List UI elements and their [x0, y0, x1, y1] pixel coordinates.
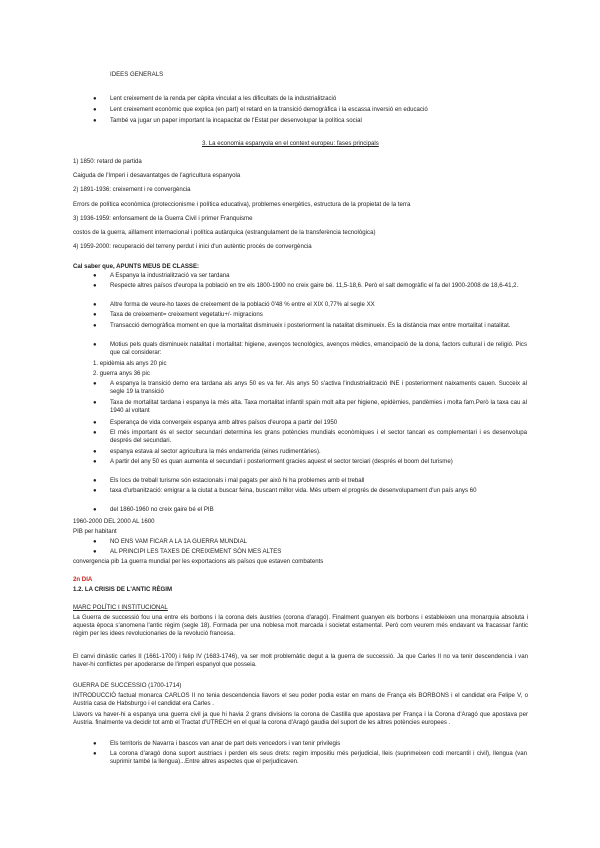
- ideas-header: IDEES GENERALS: [110, 71, 164, 78]
- bullet-dot: ●: [93, 302, 97, 308]
- note-item: taxa d'urbanització: emigrar a la ciutat a buscar feina, buscant millor vida. Més urbem el progrés de desenvolupament d'un país anys 60: [110, 487, 477, 494]
- bullet-dot: ●: [93, 420, 97, 426]
- bullet-dot: ●: [93, 488, 97, 494]
- note-item: A espanya la transició demo era tardana als anys 50 es va fer. Als anys 50 s'activa l'industrialització INE i posteriorment naixaments cauen. Succeix al segle 19 la transició: [110, 380, 527, 395]
- marc-title: MARC POLÍTIC I INSTITUCIONAL: [73, 604, 168, 611]
- pib-line: PIB per habitant: [73, 528, 117, 535]
- note-item: NO ENS VAM FICAR A LA 1A GUERRA MUNDIAL: [110, 538, 248, 545]
- bullet-dot: ●: [93, 118, 97, 124]
- guerra-paragraph: Llavors va haver-hi a espanya una guerra civil ja que hi havia 2 grans divisions la corona de Castilla que apostava per França i la Corona d'Aragó que apostava per Austria. finalmente va decidir tot amb el Tractat d'UTRECH en el qual la corona d'Aragó gaudia del suport de les altres potències europees .: [73, 711, 528, 726]
- bullet-dot: ●: [93, 96, 97, 102]
- phase-desc: costos de la guerra, aïllament internacional i política autàrquica (estrangulament de la transferència tecnològica): [73, 229, 376, 236]
- bullet-dot: ●: [93, 549, 97, 555]
- convergencia-line: convergencia pib 1a guerra mundial per les exportacions als països que estaven combatents: [73, 558, 324, 565]
- phase-desc: Caiguda de l'Imperi i desavantatges de l'agricultura espanyola: [73, 172, 241, 179]
- phase-title: 3) 1936-1959: enfonsament de la Guerra Civil i primer Franquisme: [73, 215, 253, 222]
- note-item: AL PRINCIPI LES TAXES DE CREIXEMENT SÓN MES ALTES: [110, 548, 282, 555]
- bullet-dot: ●: [93, 273, 97, 279]
- idea-item: Lent creixement de la renda per càpita vinculat a les dificultats de la industrialització: [110, 95, 337, 102]
- marc-paragraph: La Guerra de successió fou una entre els borbons i la corona dels àustries (corona d'aragó). Finalment guanyen els borbons i estableixen una monarquia absoluta i aquesta època s'anomena l'antic règim (segle 18). Formada per una noblesa molt marcada i societat estamental. Però com veurem més endavant va fracassar l'antic règim per les idees revolucionaries de la revolució francesa.: [73, 614, 528, 637]
- bullet-dot: ●: [93, 312, 97, 318]
- bullet-dot: ●: [93, 430, 97, 436]
- note-item: Taxa de creixement= creixement vegetatiu+/- migracions: [110, 311, 263, 318]
- bullet-dot: ●: [93, 478, 97, 484]
- note-item: Taxa de mortalitat tardana i espanya la més alta. Taxa mortalitat infantil spain molt alta per higiene, epidèmies, pandèmies i molta fam.Però la taxa cau al 1940 al voltant: [110, 399, 527, 414]
- note-item: Motius pels quals disminueix natalitat i mortalitat: higiene, avenços tecnològics, avenços mèdics, emancipació de la dona, factors cultural i de religió. Pics que cal considerar:: [110, 341, 527, 356]
- note-item: A Espanya la industrialització va ser tardana: [110, 272, 230, 279]
- phase-title: 4) 1959-2000: recuperació del terreny perdut i inici d'un autèntic procés de convergència: [73, 243, 312, 250]
- bullet-dot: ●: [93, 507, 97, 513]
- dia-label: 2n DIA: [73, 576, 93, 583]
- section-3-title: 3. La economia espanyola en el context europeu: fases principals: [202, 140, 379, 147]
- numbered-item: 2. guerra anys 36 pic: [93, 370, 150, 377]
- guerra-title: GUERRA DE SUCCESSIO (1700-1714): [73, 682, 182, 689]
- note-item: A partir del any 50 es quan aumenta el secundari i posteriorment gracies aquest el sector terciari (després el boom del turisme): [110, 458, 453, 465]
- idea-item: També va jugar un paper important la incapacitat de l'Estat per desenvolupar la política social: [110, 117, 362, 124]
- marc-paragraph: El canvi dinàstic carles II (1661-1700) i felip IV (1683-1746), va ser molt problemàtic degut a la guerra de successió. Ja que Carles II no va tenir descendencia i van haver-hi conflictes per apoderarse de l'imperi espanyol que posseia.: [73, 653, 528, 668]
- bullet-dot: ●: [93, 283, 97, 289]
- note-item: Respecte altres països d'europa la població en tre els 1800-1900 no creix gaire bé. 11,5-18,6. Però el salt demogràfic el fa del 1900-2008 de 18,6-41,2.: [110, 282, 519, 289]
- phase-desc: Errors de política econòmica (proteccionisme i política educativa), problemes energètics, estructura de la propietat de la terra: [73, 201, 411, 208]
- section-1-2-title: 1.2. LA CRISIS DE L'ANTIC RÈGIM: [73, 586, 173, 593]
- bullet-dot: ●: [93, 107, 97, 113]
- numbered-item: 1. epidèmia als anys 20 pic: [93, 360, 167, 367]
- bullet-dot: ●: [93, 381, 97, 387]
- bullet-dot: ●: [93, 751, 97, 757]
- note-item: Altre forma de veure-ho taxes de creixement de la població 0'48 % entre el XIX 0,77% al segle XX: [110, 301, 375, 308]
- bullet-dot: ●: [93, 459, 97, 465]
- note-item: Els territoris de Navarra i bascos van anar de part dels vencedors i van tenir privilegis: [110, 740, 341, 747]
- note-item: Els locs de treball turisme són estacionals i mal pagats per això hi ha problemes amb el treball: [110, 477, 365, 484]
- cal-saber-heading: Cal saber que, APUNTS MEUS DE CLASSE:: [73, 263, 200, 270]
- bullet-dot: ●: [93, 400, 97, 406]
- guerra-paragraph: INTRODUCCIÓ factual monarca CARLOS II no tenia descendencia llavors el seu poder podia estar en mans de França els BORBONS i el candidat era Felipe V, o Austria casa de Habsburgo i el candidat era Carles .: [73, 692, 528, 707]
- note-item: espanya estava al sector agricultura la més endarrerida (eines rudimentàries).: [110, 448, 321, 455]
- phase-title: 1) 1850: retard de partida: [73, 158, 142, 165]
- note-item: Esperança de vida convergeix espanya amb altres països d'europa a partir del 1950: [110, 419, 338, 426]
- bullet-dot: ●: [93, 449, 97, 455]
- bullet-dot: ●: [93, 323, 97, 329]
- idea-item: Lent creixement econòmic que explica (en part) el retard en la transició demogràfica i la escassa inversió en educació: [110, 106, 428, 113]
- bullet-dot: ●: [93, 342, 97, 348]
- bullet-dot: ●: [93, 741, 97, 747]
- note-item: La corona d'aragó dona suport austriacs i perden els seus drets: regim impositiu més perjudicial, lleis (suprimeixen codi mercantil i civil), llengua (van suprimir també la llengua)...Entre altres aspectes que el perjudicaven.: [110, 750, 527, 765]
- bullet-dot: ●: [93, 539, 97, 545]
- note-item: del 1860-1960 no creix gaire bé el PIB: [110, 506, 214, 513]
- note-item: El més important és el sector secundari determina les grans potències mundials econòmiques i el sector tancari es complementari i es desenvolupa després del secundari.: [110, 429, 527, 444]
- phase-title: 2) 1891-1936: creixement i re convergència: [73, 186, 191, 193]
- note-item: Transacció demogràfica moment en que la mortalitat disminueix i posteriorment la natalitat disminueix. Es la distància max entre mortalitat i natalitat.: [110, 322, 511, 329]
- pib-line: 1960-2000 DEL 2000 AL 1600: [73, 518, 155, 525]
